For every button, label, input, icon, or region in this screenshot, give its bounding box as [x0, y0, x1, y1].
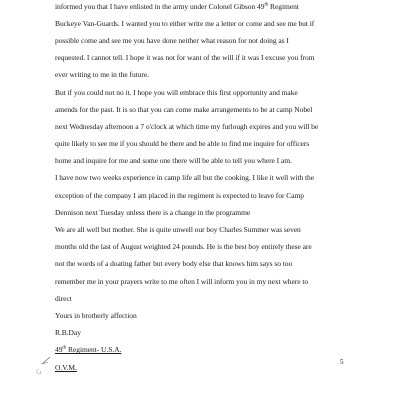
letter-line: months old the last of August weighted 24 pounds. He is the best boy entirely these are [55, 242, 312, 252]
page-number: 5 [340, 358, 344, 366]
letter-line: quite likely to see me if you should be there and be able to find me inquire for officers [55, 139, 310, 149]
letter-closing: Yours in brotherly affection [55, 310, 137, 320]
letter-line: amends for the past. It is so that you can come make arrangements to be at camp Nobel [55, 104, 313, 114]
ovm-line: O.V.M. [55, 362, 77, 372]
letter-line: Buckeye Van-Guards. I wanted you to either write me a letter or come and see me but if [55, 18, 315, 28]
letter-line: direct [55, 293, 72, 303]
handwritten-mark-icon [34, 355, 54, 377]
letter-line: informed you that I have enlisted in the army under Colonel Gibson 49th Regiment [55, 1, 299, 11]
letter-line: But if you could not no it. I hope you will embrace this first opportunity and make [55, 87, 298, 97]
letter-line: requested. I cannot tell. I hope it was not for want of the will if it was I excuse you from [55, 53, 315, 63]
letter-line: home and inquire for me and some one there will be able to tell you where I am. [55, 156, 292, 166]
letter-signature: R.B.Day [55, 328, 81, 338]
letter-line: We are all well but mother. She is quite unwell our boy Charles Summer was seven [55, 225, 301, 235]
letter-line: possible come and see me you have done neither what reason for not doing as I [55, 35, 289, 45]
letter-line: Dennison next Tuesday unless there is a change in the programme [55, 207, 251, 217]
letter-line: next Wednesday afternoon a 7 o'clock at which time my furlough expires and you will be [55, 121, 319, 131]
regiment-line: 49th Regiment- U.S.A. [55, 345, 122, 355]
letter-line: I have now two weeks experience in camp life all but the cooking. I like it well with the [55, 173, 315, 183]
letter-line: exception of the company I am placed in the regiment is expected to leave for Camp [55, 190, 304, 200]
letter-body [55, 0, 355, 381]
letter-line: remember me in your prayers write to me often I will inform you in my next where to [55, 276, 309, 286]
letter-line: not the words of a doating father but every body else that knows him says so too [55, 259, 293, 269]
letter-line: ever writing to me in the future. [55, 70, 149, 80]
